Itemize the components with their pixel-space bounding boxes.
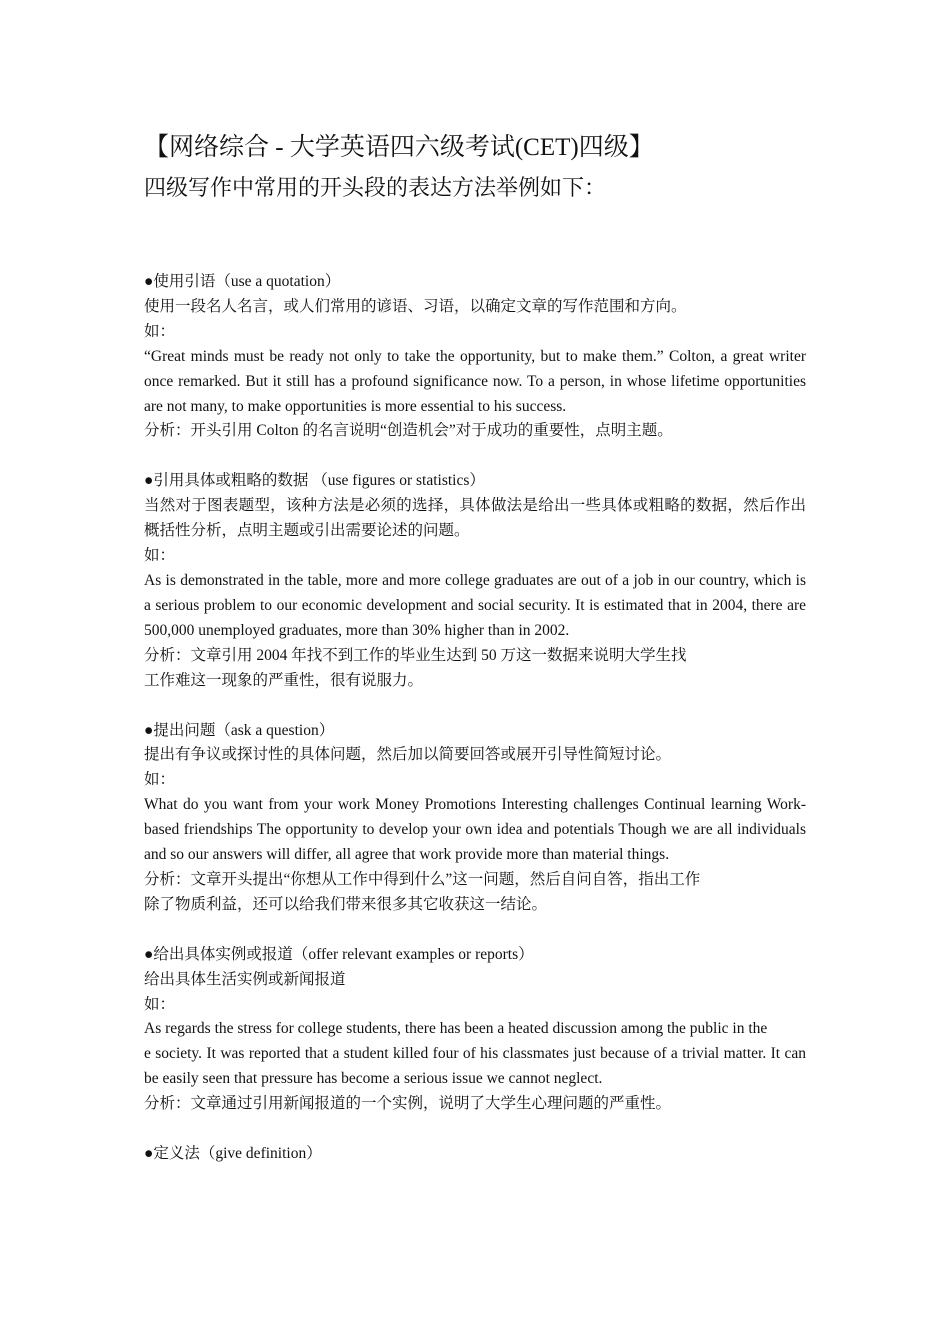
section-description: 当然对于图表题型，该种方法是必须的选择，具体做法是给出一些具体或粗略的数据，然后作出概括性分析，点明主题或引出需要论述的问题。 (144, 497, 806, 540)
section-description: 提出有争议或探讨性的具体问题，然后加以简要回答或展开引导性简短讨论。 (144, 746, 672, 764)
analysis-text-continued: 工作难这一现象的严重性，很有说服力。 (144, 671, 424, 689)
section-definition (144, 1142, 806, 1167)
section-heading: ● 引用具体或粗略的数据 （use figures or statistics） (144, 469, 806, 494)
document-title: 【网络综合 - 大学英语四六级考试(CET)四级】 (144, 134, 654, 161)
section-heading: ● 定义法（give definition） (144, 1142, 806, 1167)
analysis-text: 分析：文章开头提出“你想从工作中得到什么”这一问题，然后自问自答，指出工作 (144, 870, 701, 888)
example-text-continued: e society. It was reported that a student killed four of his classmates just because of a trivial matter. It can be easily seen that pressure has become a serious issue we cannot neglect. (144, 1045, 806, 1088)
section-quotation (144, 270, 806, 444)
section-description: 给出具体生活实例或新闻报道 (144, 970, 346, 988)
section-heading: ● 给出具体实例或报道（offer relevant examples or reports） (144, 943, 806, 968)
example-label: 如： (144, 547, 176, 565)
document-page (144, 128, 806, 1192)
analysis-text: 分析：文章引用 2004 年找不到工作的毕业生达到 50 万这一数据来说明大学生找 (144, 646, 687, 664)
example-label: 如： (144, 995, 176, 1013)
analysis-text-continued: 除了物质利益，还可以给我们带来很多其它收获这一结论。 (144, 895, 548, 913)
section-heading: ● 提出问题（ask a question） (144, 719, 806, 744)
document-subtitle: 四级写作中常用的开头段的表达方法举例如下： (144, 176, 607, 201)
section-description: 使用一段名人名言，或人们常用的谚语、习语，以确定文章的写作范围和方向。 (144, 297, 687, 315)
section-heading: ● 使用引语（use a quotation） (144, 270, 806, 295)
example-label: 如： (144, 771, 176, 789)
section-question (144, 719, 806, 918)
section-statistics (144, 469, 806, 693)
example-text: As regards the stress for college students, there has been a heated discussion among the public in the (144, 1020, 768, 1038)
section-examples-reports (144, 943, 806, 1117)
sections-list (144, 270, 806, 1167)
example-text: What do you want from your work Money Promotions Interesting challenges Continual learning Work-based friendships The opportunity to develop your own idea and potentials Though we are all individuals and so our answers will differ, all agree that work provide more than material things. (144, 796, 806, 864)
example-text: As is demonstrated in the table, more and more college graduates are out of a job in our country, which is a serious problem to our economic development and social security. It is estimated that in 2004, there are 500,000 unemployed graduates, more than 30% higher than in 2002. (144, 571, 806, 639)
example-label: 如： (144, 322, 176, 340)
analysis-text: 分析：开头引用 Colton 的名言说明“创造机会”对于成功的重要性，点明主题。 (144, 422, 673, 440)
analysis-text: 分析：文章通过引用新闻报道的一个实例，说明了大学生心理问题的严重性。 (144, 1095, 672, 1113)
example-text: “Great minds must be ready not only to take the opportunity, but to make them.” Colton, a great writer once remarked. But it still has a profound significance now. To a person, in whose lifetime opportunities are not many, to make opportunities is more essential to his success. (144, 347, 806, 415)
